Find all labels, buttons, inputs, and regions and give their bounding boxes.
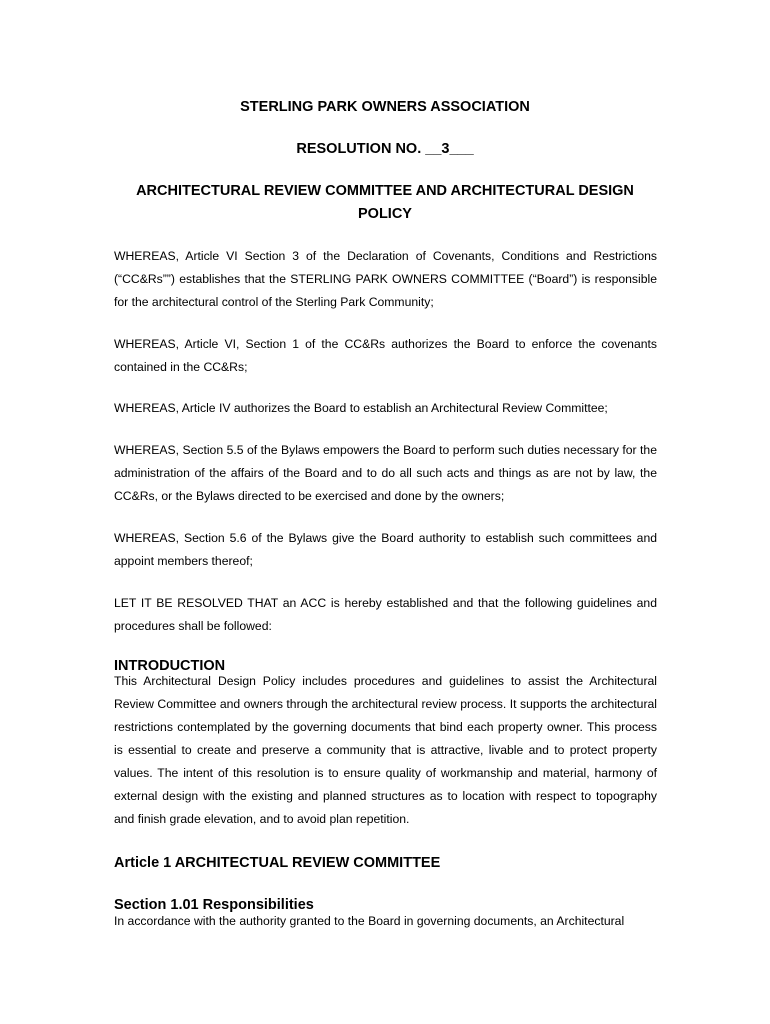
whereas-paragraph-5: WHEREAS, Section 5.6 of the Bylaws give the Board authority to establish such committees and appoint members thereof;: [114, 531, 657, 568]
article-1-heading: Article 1 ARCHITECTUAL REVIEW COMMITTEE: [114, 855, 441, 871]
whereas-paragraph-2: WHEREAS, Article VI, Section 1 of the CC&Rs authorizes the Board to enforce the covenants contained in the CC&Rs;: [114, 337, 657, 374]
section-1-01-heading: Section 1.01 Responsibilities: [114, 897, 314, 913]
whereas-paragraph-1: WHEREAS, Article VI Section 3 of the Declaration of Covenants, Conditions and Restrictions (“CC&Rs””) establishes that the STERLING PARK OWNERS COMMITTEE (“Board”) is responsible for the architectural control of the Sterling Park Community;: [114, 249, 657, 309]
whereas-paragraph-3: WHEREAS, Article IV authorizes the Board to establish an Architectural Review Committee;: [114, 401, 608, 415]
introduction-body: This Architectural Design Policy includes procedures and guidelines to assist the Architectural Review Committee and owners through the architectural review process. It supports the architectural restrictions contemplated by the governing documents that bind each property owner. This process is essential to create and preserve a community that is attractive, livable and to protect property values. The intent of this resolution is to ensure quality of workmanship and material, harmony of external design with the existing and planned structures as to location with respect to topography and finish grade elevation, and to avoid plan repetition.: [114, 674, 657, 826]
whereas-paragraph-4: WHEREAS, Section 5.5 of the Bylaws empowers the Board to perform such duties necessary for the administration of the affairs of the Board and to do all such acts and things as are not by law, the CC&Rs, or the Bylaws directed to be exercised and done by the owners;: [114, 443, 657, 503]
introduction-heading: INTRODUCTION: [114, 658, 226, 674]
section-1-01-body: In accordance with the authority granted to the Board in governing documents, an Architectural: [114, 914, 625, 928]
policy-title: ARCHITECTURAL REVIEW COMMITTEE AND ARCHITECTURAL DESIGN POLICY: [136, 183, 634, 222]
resolution-number: RESOLUTION NO. __3___: [296, 141, 474, 157]
association-name: STERLING PARK OWNERS ASSOCIATION: [240, 99, 530, 115]
resolved-paragraph: LET IT BE RESOLVED THAT an ACC is hereby established and that the following guidelines and procedures shall be followed:: [114, 596, 657, 633]
